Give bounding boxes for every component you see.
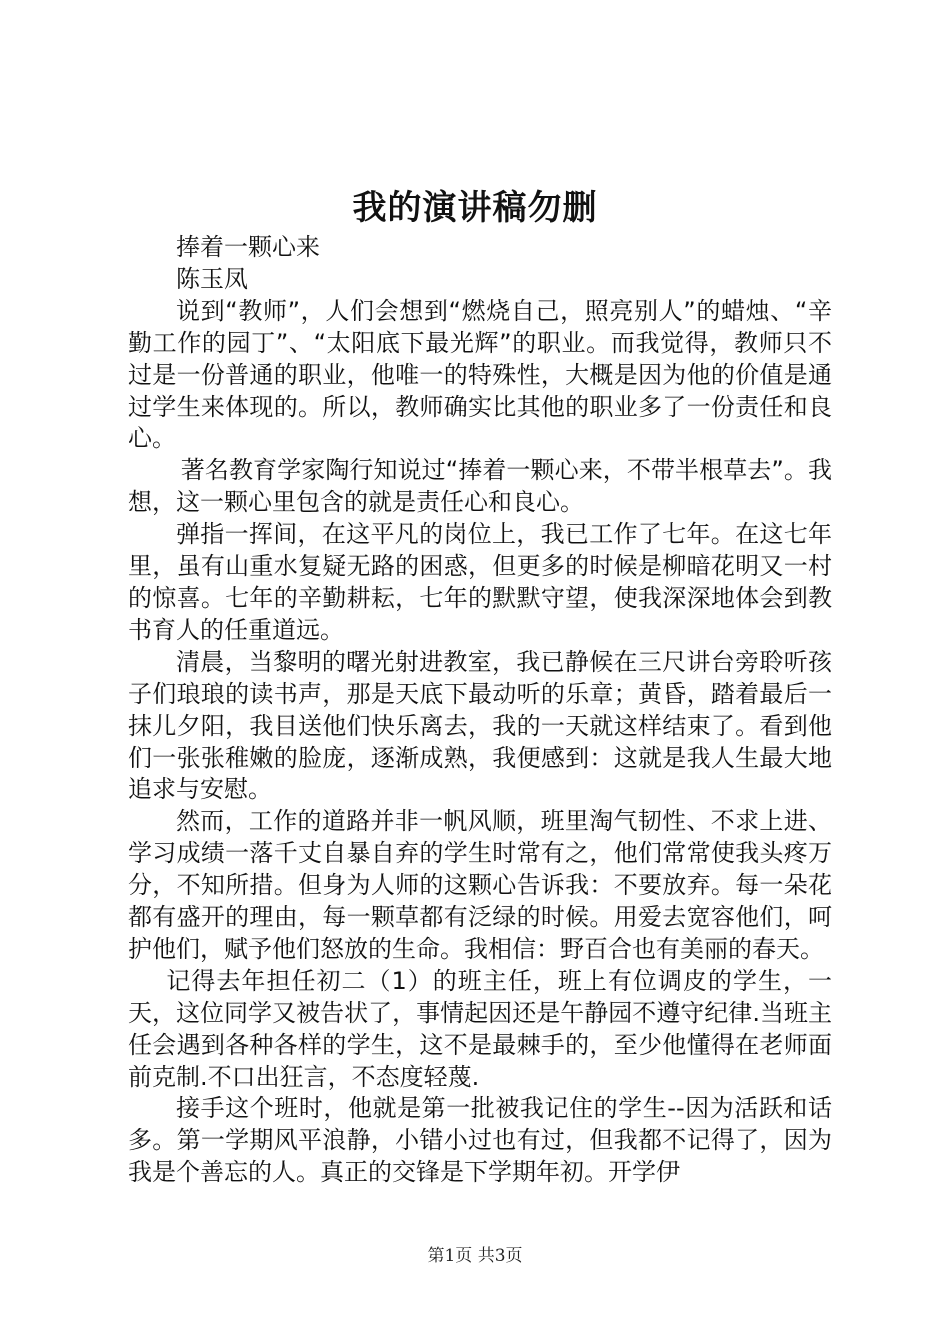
paragraph-author: 陈玉凤 xyxy=(176,264,248,293)
paragraph-subtitle: 捧着一颗心来 xyxy=(176,233,320,261)
paragraph: 清晨，当黎明的曙光射进教室，我已静候在三尺讲台旁聆听孩子们琅琅的读书声，那是天底下最动听的乐章；黄昏，踏着最后一抹儿夕阳，我目送他们快乐离去，我的一天就这样结束了。看到他们一张张稚嫩的脸庞，逐渐成熟，我便感到：这就是我人生最大地追求与安慰。 xyxy=(128,647,832,804)
paragraph: 记得去年担任初二（1）的班主任，班上有位调皮的学生，一天，这位同学又被告状了，事情起因还是午静园不遵守纪律.当班主任会遇到各种各样的学生，这不是最棘手的，至少他懂得在老师面前克制.不口出狂言，不态度轻蔑. xyxy=(128,966,832,1091)
document-title: 我的演讲稿勿删 xyxy=(352,188,598,228)
page-number-footer: 第1页 共3页 xyxy=(427,1246,523,1266)
paragraph: 著名教育学家陶行知说过“捧着一颗心来，不带半根草去”。我想，这一颗心里包含的就是责任心和良心。 xyxy=(128,456,832,517)
paragraph: 接手这个班时，他就是第一批被我记住的学生--因为活跃和话多。第一学期风平浪静，小错小过也有过，但我都不记得了，因为我是个善忘的人。真正的交锋是下学期年初。开学伊 xyxy=(128,1094,832,1187)
paragraph: 弹指一挥间，在这平凡的岗位上，我已工作了七年。在这七年里，虽有山重水复疑无路的困惑，但更多的时候是柳暗花明又一村的惊喜。七年的辛勤耕耘，七年的默默守望，使我深深地体会到教书育人的任重道远。 xyxy=(128,520,832,644)
document-body xyxy=(128,232,832,1189)
paragraph: 然而，工作的道路并非一帆风顺，班里淘气韧性、不求上进、学习成绩一落千丈自暴自弃的学生时常有之，他们常常使我头疼万分，不知所措。但身为人师的这颗心告诉我：不要放弃。每一朵花都有盛开的理由，每一颗草都有泛绿的时候。用爱去宽容他们，呵护他们，赋予他们怒放的生命。我相信：野百合也有美丽的春天。 xyxy=(128,807,832,963)
paragraph: 说到“教师”，人们会想到“燃烧自己，照亮别人”的蜡烛、“辛勤工作的园丁”、“太阳底下最光辉”的职业。而我觉得，教师只不过是一份普通的职业，他唯一的特殊性，大概是因为他的价值是通过学生来体现的。所以，教师确实比其他的职业多了一份责任和良心。 xyxy=(128,296,832,453)
